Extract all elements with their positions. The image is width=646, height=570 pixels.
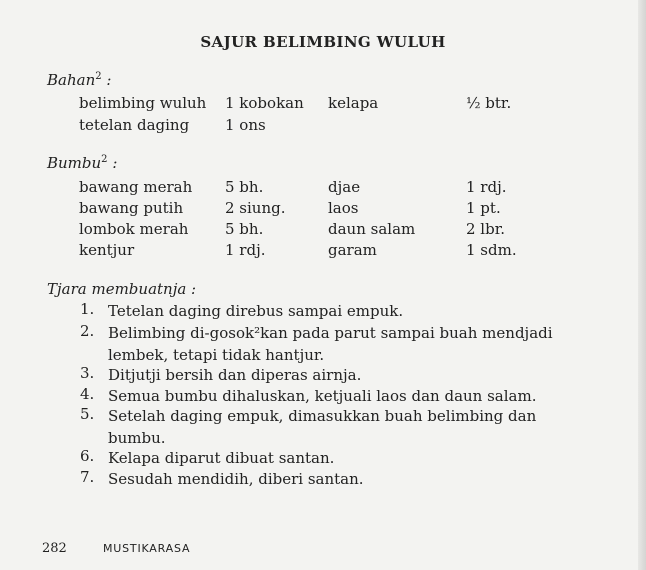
step-text: Tetelan daging direbus sampai empuk. — [108, 302, 404, 320]
step-text: Setelah daging empuk, dimasukkan buah belimbing dan bumbu. — [108, 407, 537, 447]
ingredient-qty: 1 ons — [225, 116, 266, 134]
recipe-title: SAJUR BELIMBING WULUH — [200, 33, 446, 51]
step-text: Ditjutji bersih dan diperas airnja. — [108, 366, 362, 384]
bahan-heading-sup: 2 — [95, 71, 102, 82]
spice-name: laos — [328, 199, 359, 217]
ingredient-name: kelapa — [328, 94, 379, 112]
ingredient-qty: 1 kobokan — [225, 94, 304, 112]
step-text: Belimbing di-gosok²kan pada parut sampai buah mendjadi lembek, tetapi tidak hantjur. — [108, 324, 553, 364]
spice-qty: 1 pt. — [466, 199, 501, 217]
spice-qty: 1 rdj. — [466, 178, 507, 196]
page-edge-shadow — [638, 0, 646, 570]
step-number: 2. — [80, 322, 95, 340]
spice-name: daun salam — [328, 220, 416, 238]
bahan-heading-colon: : — [101, 71, 112, 89]
step-text: Semua bumbu dihaluskan, ketjuali laos dan daun salam. — [108, 387, 537, 405]
bahan-heading-text: Bahan — [47, 71, 96, 89]
step-text: Kelapa diparut dibuat santan. — [108, 449, 335, 467]
spice-qty: 1 sdm. — [466, 241, 517, 259]
spice-name: lombok merah — [79, 220, 189, 238]
step-number: 5. — [80, 405, 95, 423]
spice-qty: 5 bh. — [225, 220, 264, 238]
running-head: MUSTIKARASA — [103, 542, 191, 555]
step-number: 1. — [80, 300, 95, 318]
step-number: 6. — [80, 447, 95, 465]
spice-qty: 5 bh. — [225, 178, 264, 196]
bumbu-heading-colon: : — [107, 154, 118, 172]
bahan-heading — [47, 71, 111, 89]
ingredient-name: tetelan daging — [79, 116, 190, 134]
step-number: 7. — [80, 468, 95, 486]
spice-qty: 2 siung. — [225, 199, 286, 217]
spice-name: kentjur — [79, 241, 135, 259]
step-text: Sesudah mendidih, diberi santan. — [108, 470, 364, 488]
spice-qty: 1 rdj. — [225, 241, 266, 259]
bumbu-heading-sup: 2 — [101, 154, 108, 165]
step-number: 3. — [80, 364, 95, 382]
spice-name: bawang putih — [79, 199, 184, 217]
method-heading: Tjara membuatnja : — [47, 280, 197, 298]
bumbu-heading — [47, 154, 117, 172]
bumbu-heading-text: Bumbu — [47, 154, 102, 172]
spice-name: djae — [328, 178, 361, 196]
spice-name: bawang merah — [79, 178, 193, 196]
ingredient-name: belimbing wuluh — [79, 94, 207, 112]
spice-name: garam — [328, 241, 377, 259]
ingredient-qty: ½ btr. — [466, 94, 512, 112]
page-number: 282 — [42, 541, 67, 556]
spice-qty: 2 lbr. — [466, 220, 506, 238]
step-number: 4. — [80, 385, 95, 403]
